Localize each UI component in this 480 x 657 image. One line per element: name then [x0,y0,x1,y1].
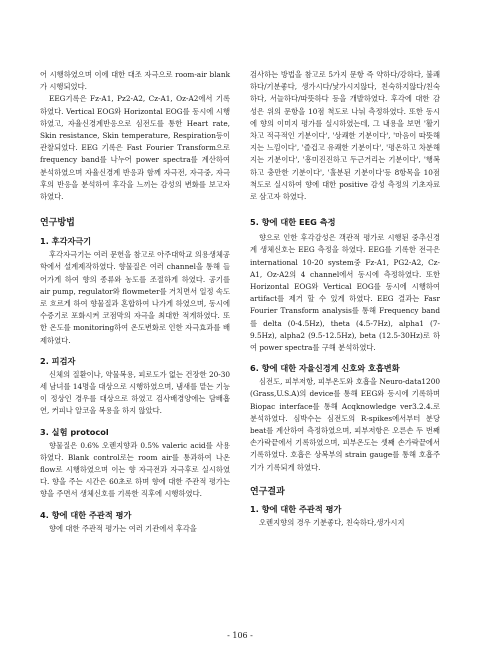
page-number: - 106 - [227,631,253,640]
section-heading-methods: 연구방법 [40,218,75,229]
subsection-heading-1: 1. 후각자극기 [40,236,92,247]
results-subsection-1-text: 오렌지향의 경우 기분좋다, 친숙하다,생가시지 [259,517,405,527]
intro-paragraph: 어 시행하였으며 이에 대한 대조 자극으로 room-air blank가 시행되었다. [40,70,230,92]
subsection-5-text: 향으로 인한 후각감성은 객관적 평가로 시행된 중추신경계 생체신호는 EEG 측정을 하였다. EEG를 기록한 전극은 international 10-20 system중 Fz-A1, PG2-A2, Cz-A1, Oz-A2의 4 channel에서 동시에 측정하였다. 또한 Horizontal EOG와 Vertical EOG를 동시에 시행하여 artifact를 제거 할 수 있게 하였다. EEG 결과는 Fasr Fourier Transform analysis를 통해 Frequency band를 delta (0-4.5Hz), theta (4.5-7Hz), alpha1 (7-9.5Hz), alpha2 (9.5-12.5Hz), beta (12.5-30Hz)로 하여 power spectra를 구해 분석하였다. [250,233,440,353]
subsection-heading-3: 3. 실험 protocol [40,426,109,437]
subsection-heading-2: 2. 피검자 [40,355,76,366]
subsection-heading-6: 6. 향에 대한 자율신경계 신호와 호흡변화 [250,363,400,374]
subsection-6-text: 심전도, 피부저항, 피부온도와 호흡을 Neuro-data1200 (Grass,U.S.A)의 device를 통해 EEG와 동시에 기록하며 Biopac interface를 통해 Acqknowledge ver3.2.4.로 분석하였다. 심박수는 심전도의 R-spikes에서부터 분당 beat를 계산하여 측정하였으며, 피부저항은 오른손 두 번째 손가락끝에서 기록하였으며, 피부온도는 셋째 손가락끝에서 기록하였다. 호흡은 상복부의 strain gauge를 통해 호흡주기가 기록되게 하였다. [250,377,440,472]
eeg-paragraph: EEG기록은 Fz-A1, Pz2-A2, Cz-A1, Oz-A2에서 기록하였다. Vertical EOG와 Horizontal EOG를 동시에 시행하였고, 자율신경계반응으로 심전도를 통한 Heart rate, Skin resistance, Skin temperature, Respiration등이 관찰되었다. EEG 기록은 Fast Fourier Transform으로 frequency band를 나누어 power spectra를 계산하여 분석하였으며 자율신경계 반응과 함께 자극전, 자극중, 자극후의 반응을 분석하여 후각을 느끼는 감성의 변화를 보고자 하였다. [40,94,230,202]
right-column [250,62,440,535]
left-column [40,62,230,535]
results-subsection-heading-1: 1. 향에 대한 주관적 평가 [250,503,342,514]
subsection-3-text: 향물질은 0.6% 오렌지향과 0.5% valeric acid를 사용하였다. Blank control로는 room air를 통과하여 나온 flow로 시행하였으며 이는 향 자극전과 자극후로 실시하였다. 향을 주는 시간은 60초로 하며 향에 대한 주관적 평가는 향을 주면서 생체신호를 기록한 직후에 시행하였다. [40,440,230,499]
subsection-4-text: 향에 대한 주관적 평가는 여러 기관에서 후각을 [49,523,197,533]
subsection-heading-5: 5. 향에 대한 EEG 측정 [250,217,336,228]
subsection-1-text: 후각자극기는 여러 문헌을 참고로 아주대학교 의용생체공학에서 설계제작하였다. 향물질은 여러 channel을 통해 들어가게 하여 향의 종류와 농도를 조절하게 하였다. 공기를 air pump, regulator와 flowmeter를 거치면서 일정 속도로 흐르게 하여 향물질과 혼합하여 나가게 하였으며, 동시에 수증기로 포화시켜 코점막의 자극을 최대한 적게하였다. 또한 온도를 monitoring하여 온도변화로 인한 자극효과를 배제하였다. [40,250,231,345]
continued-paragraph: 검사하는 방법을 참고로 5가지 문항 즉 약하다/강하다, 불쾌하다/기분좋다, 생가시다/낯가시지않다, 친숙하지않다/친숙하다, 서늘하다/따뜻하다 등을 개발하였다. 후각에 대한 감성은 위의 문항을 10점 척도로 나눠 측정하였다. 또한 동시에 향의 이미지 평가를 실시하였는데, 그 내용을 보면 '활기차고 적극적인 기분이다', '상쾌한 기분이다', '마음이 따뜻해지는 느낌이다', '즐겁고 유쾌한 기분이다', '평온하고 차분해지는 기분이다', '흥미진진하고 두근거리는 기분이다', '행복하고 충만한 기분이다', '홀분된 기분이다'등 8항목을 10점 척도로 실시하여 향에 대한 positive 감성 측정의 기초자료로 삼고자 하였다. [250,70,440,202]
subsection-2-text: 신체의 질환이나, 약물복용, 피로도가 없는 건장한 20-30세 남녀를 14명을 대상으로 시행하였으며, 냄새를 맡는 기능이 정상인 경우를 대상으로 하였고 검사배경양에는 담배흡연, 커피나 알코올 복용을 하지 않았다. [40,369,230,416]
subsection-heading-4: 4. 향에 대한 주관적 평가 [40,509,132,520]
section-heading-results: 연구결과 [250,486,285,497]
two-column-body [40,62,440,535]
